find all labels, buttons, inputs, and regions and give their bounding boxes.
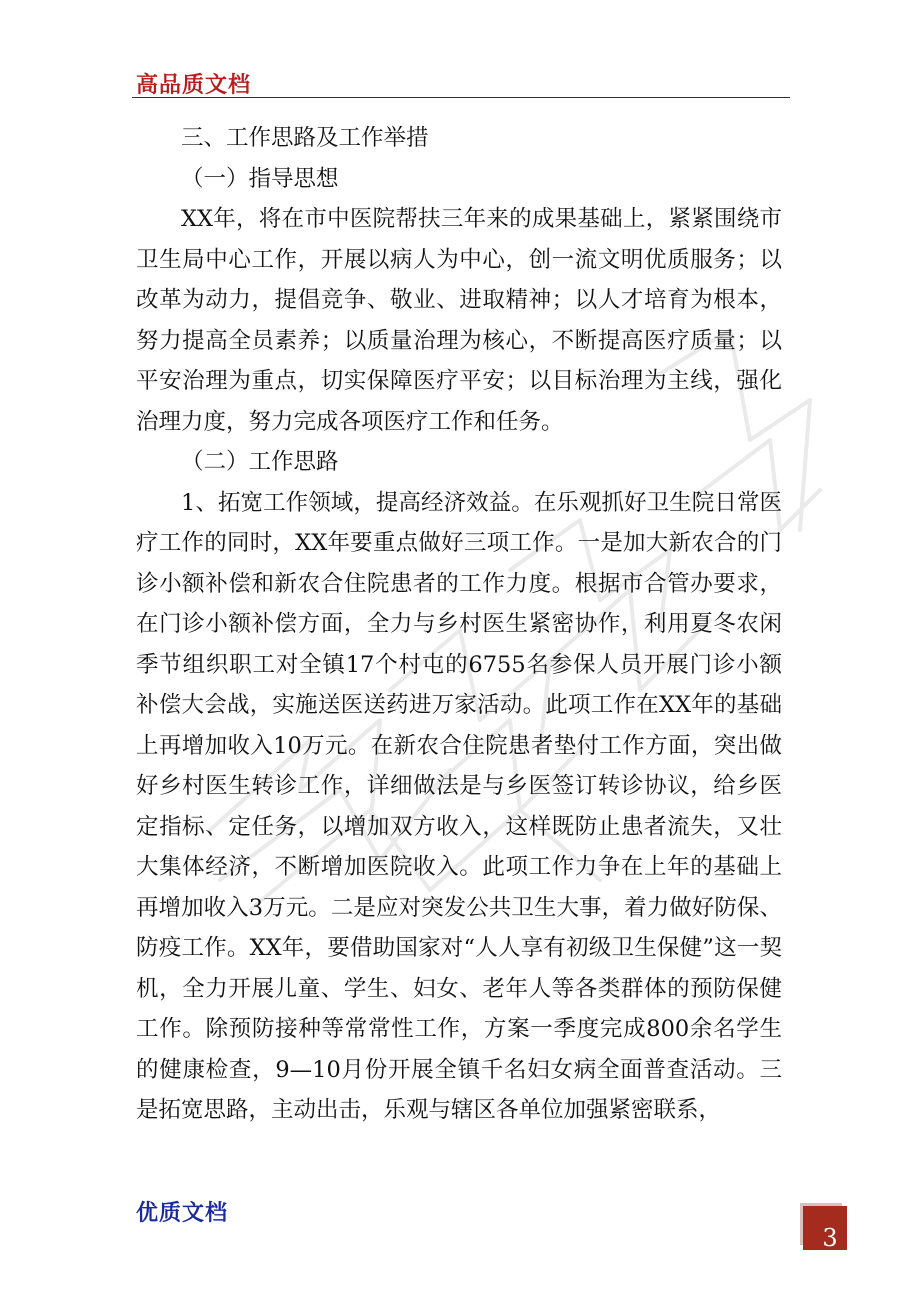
header-title: 高品质文档	[136, 73, 252, 98]
page-number: 3	[822, 1224, 838, 1252]
body-paragraph: XX年，将在市中医院帮扶三年来的成果基础上，紧紧围绕市卫生局中心工作，开展以病人为中心，创一流文明优质服务；以改革为动力，提倡竞争、敬业、进取精神；以人才培育为根本，努力提高全员素养；以质量治理为核心，不断提高医疗质量；以平安治理为重点，切实保障医疗平安；以目标治理为主线，强化治理力度，努力完成各项医疗工作和任务。	[136, 206, 782, 435]
footer-title: 优质文档	[136, 1201, 229, 1226]
subsection-heading: （一）指导思想	[181, 165, 339, 192]
document-body	[136, 118, 782, 1131]
header-divider	[132, 97, 790, 98]
body-paragraph: 1、拓宽工作领域，提高经济效益。在乐观抓好卫生院日常医疗工作的同时，XX年要重点做好三项工作。一是加大新农合的门诊小额补偿和新农合住院患者的工作力度。根据市合管办要求，在门诊小额补偿方面，全力与乡村医生紧密协作，利用夏冬农闲季节组织职工对全镇17个村屯的6755名参保人员开展门诊小额补偿大会战，实施送医送药进万家活动。此项工作在XX年的基础上再增加收入10万元。在新农合住院患者垫付工作方面，突出做好乡村医生转诊工作，详细做法是与乡医签订转诊协议，给乡医定指标、定任务，以增加双方收入，这样既防止患者流失，又壮大集体经济，不断增加医院收入。此项工作力争在上年的基础上再增加收入3万元。二是应对突发公共卫生大事，着力做好防保、防疫工作。XX年，要借助国家对“人人享有初级卫生保健”这一契机，全力开展儿童、学生、妇女、老年人等各类群体的预防保健工作。除预防接种等常常性工作，方案一季度完成800余名学生的健康检查，9—10月份开展全镇千名妇女病全面普查活动。三是拓宽思路，主动出击，乐观与辖区各单位加强紧密联系，	[136, 489, 782, 1123]
section-heading: 三、工作思路及工作举措	[181, 125, 429, 151]
subsection-heading: （二）工作思路	[181, 449, 339, 475]
